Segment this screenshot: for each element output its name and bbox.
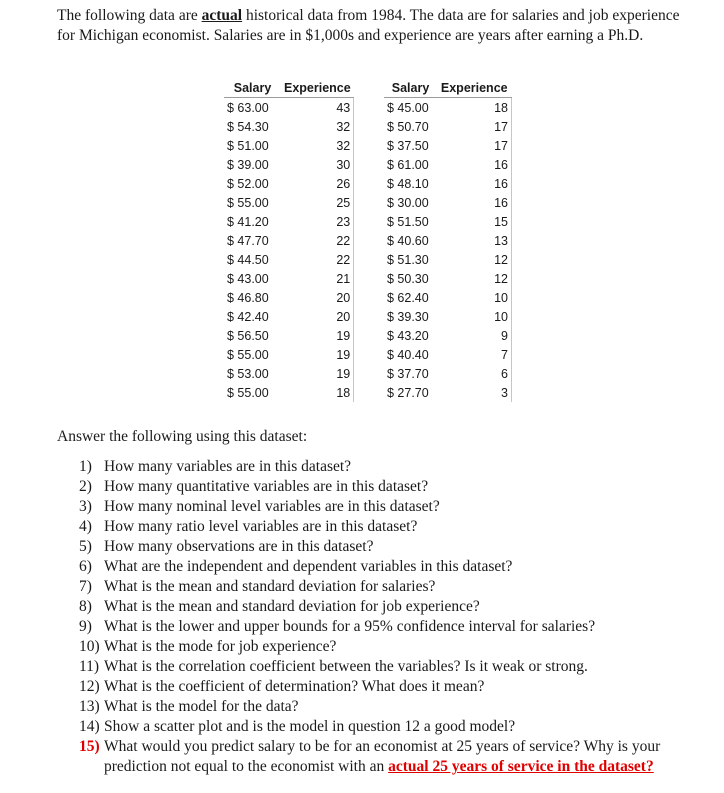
salary-cell: $ 50.30: [387, 271, 429, 286]
experience-cell: 19: [281, 345, 354, 364]
question-number: 14): [79, 718, 100, 735]
table-row: [224, 193, 354, 212]
experience-cell: 25: [281, 193, 354, 212]
table-row: [224, 136, 354, 155]
table-row: [224, 307, 354, 326]
table-row: [384, 288, 512, 307]
salary-cell: $ 44.50: [227, 252, 269, 267]
question-item: [79, 517, 699, 537]
question-number: 15): [79, 738, 100, 755]
experience-cell: 20: [281, 288, 354, 307]
experience-cell: 16: [437, 155, 512, 174]
salary-cell: $ 39.00: [227, 157, 269, 172]
experience-cell: 3: [437, 383, 512, 402]
question-item: [79, 497, 699, 517]
salary-cell: $ 62.40: [387, 290, 429, 305]
table-row: [384, 98, 512, 118]
question-number: 2): [79, 478, 92, 495]
question-text: What is the mode for job experience?: [104, 638, 337, 655]
experience-cell: 21: [281, 269, 354, 288]
table-row: [384, 307, 512, 326]
question-emphasis: actual 25 years of service in the dataset?: [388, 758, 654, 775]
table-row: [224, 250, 354, 269]
question-item: [79, 477, 699, 497]
question-text: What is the coefficient of determination? What does it mean?: [104, 678, 485, 695]
table-row: [224, 364, 354, 383]
experience-cell: 15: [437, 212, 512, 231]
table-row: [224, 288, 354, 307]
experience-cell: 32: [281, 136, 354, 155]
experience-header: Experience: [281, 78, 354, 98]
experience-cell: 7: [437, 345, 512, 364]
table-row: [224, 269, 354, 288]
experience-header: Experience: [437, 78, 512, 98]
data-table-right: [384, 78, 512, 402]
salary-cell: $ 55.00: [227, 385, 269, 400]
table-row: [224, 231, 354, 250]
salary-cell: $ 39.30: [387, 309, 429, 324]
question-text: What is the lower and upper bounds for a 95% confidence interval for salaries?: [104, 618, 596, 635]
salary-cell: $ 55.00: [227, 195, 269, 210]
intro-text-end: historical data from 1984. The data are for salaries and job experience for Michigan economist. Salaries are in $1,000s and experience are years after earning a Ph.D.: [57, 7, 680, 44]
experience-cell: 32: [281, 117, 354, 136]
question-number: 4): [79, 518, 92, 535]
question-text: How many observations are in this dataset?: [104, 538, 374, 555]
intro-paragraph: [57, 6, 697, 46]
question-item: [79, 617, 699, 637]
salary-cell: $ 42.40: [227, 309, 269, 324]
table-row: [384, 364, 512, 383]
table-row: [384, 269, 512, 288]
question-number: 5): [79, 538, 92, 555]
question-number: 10): [79, 638, 100, 655]
table-row: [224, 212, 354, 231]
salary-cell: $ 40.60: [387, 233, 429, 248]
salary-cell: $ 55.00: [227, 347, 269, 362]
table-row: [384, 136, 512, 155]
salary-cell: $ 63.00: [227, 100, 269, 115]
question-text: What is the correlation coefficient between the variables? Is it weak or strong.: [104, 658, 588, 675]
experience-cell: 19: [281, 364, 354, 383]
salary-cell: $ 47.70: [227, 233, 269, 248]
question-number: 12): [79, 678, 100, 695]
experience-cell: 10: [437, 307, 512, 326]
answer-heading: Answer the following using this dataset:: [57, 428, 308, 445]
experience-cell: 9: [437, 326, 512, 345]
question-item: [79, 717, 699, 737]
salary-header: Salary: [224, 78, 281, 98]
salary-cell: $ 48.10: [387, 176, 429, 191]
table-row: [384, 193, 512, 212]
experience-cell: 22: [281, 231, 354, 250]
salary-cell: $ 54.30: [227, 119, 269, 134]
table-row: [384, 326, 512, 345]
experience-cell: 12: [437, 250, 512, 269]
question-item: [79, 457, 699, 477]
salary-cell: $ 37.70: [387, 366, 429, 381]
question-number: 1): [79, 458, 92, 475]
intro-emphasis: actual: [201, 7, 243, 24]
salary-cell: $ 51.50: [387, 214, 429, 229]
experience-cell: 43: [281, 98, 354, 118]
question-number: 3): [79, 498, 92, 515]
salary-cell: $ 45.00: [387, 100, 429, 115]
table-row: [384, 174, 512, 193]
question-item: [79, 537, 699, 557]
table-row: [384, 383, 512, 402]
table-row: [224, 383, 354, 402]
salary-cell: $ 46.80: [227, 290, 269, 305]
salary-header: Salary: [384, 78, 437, 98]
data-table-left: [224, 78, 354, 402]
question-text: Show a scatter plot and is the model in question 12 a good model?: [104, 718, 516, 735]
question-number: 13): [79, 698, 100, 715]
salary-cell: $ 51.00: [227, 138, 269, 153]
salary-cell: $ 27.70: [387, 385, 429, 400]
experience-cell: 10: [437, 288, 512, 307]
salary-cell: $ 56.50: [227, 328, 269, 343]
question-number: 8): [79, 598, 92, 615]
salary-cell: $ 43.00: [227, 271, 269, 286]
question-text: How many ratio level variables are in this dataset?: [104, 518, 418, 535]
question-item: [79, 677, 699, 697]
question-number: 11): [79, 658, 100, 675]
salary-cell: $ 52.00: [227, 176, 269, 191]
question-list: [79, 457, 699, 777]
table-row: [384, 231, 512, 250]
table-row: [224, 98, 354, 118]
question-text: What is the model for the data?: [104, 698, 299, 715]
question-item: [79, 597, 699, 617]
experience-cell: 18: [281, 383, 354, 402]
experience-cell: 12: [437, 269, 512, 288]
table-row: [224, 174, 354, 193]
question-text: How many quantitative variables are in this dataset?: [104, 478, 429, 495]
salary-cell: $ 50.70: [387, 119, 429, 134]
salary-cell: $ 37.50: [387, 138, 429, 153]
salary-cell: $ 61.00: [387, 157, 429, 172]
question-text: How many variables are in this dataset?: [104, 458, 352, 475]
table-row: [224, 155, 354, 174]
salary-cell: $ 53.00: [227, 366, 269, 381]
experience-cell: 20: [281, 307, 354, 326]
experience-cell: 26: [281, 174, 354, 193]
question-text: What are the independent and dependent variables in this dataset?: [104, 558, 513, 575]
question-text: What is the mean and standard deviation for salaries?: [104, 578, 436, 595]
question-item: [79, 557, 699, 577]
question-text: What would you predict salary to be for an economist at 25 years of service? Why is your prediction not equal to the economist with an: [104, 738, 661, 775]
salary-cell: $ 43.20: [387, 328, 429, 343]
table-row: [384, 155, 512, 174]
salary-cell: $ 51.30: [387, 252, 429, 267]
experience-cell: 6: [437, 364, 512, 383]
question-item: [79, 657, 699, 677]
experience-cell: 16: [437, 174, 512, 193]
intro-text-start: The following data are: [57, 7, 202, 24]
question-item: [79, 637, 699, 657]
question-number: 7): [79, 578, 92, 595]
table-row: [384, 345, 512, 364]
experience-cell: 23: [281, 212, 354, 231]
experience-cell: 17: [437, 117, 512, 136]
question-text: What is the mean and standard deviation for job experience?: [104, 598, 480, 615]
table-row: [384, 117, 512, 136]
question-text: How many nominal level variables are in this dataset?: [104, 498, 440, 515]
question-number: 6): [79, 558, 92, 575]
question-item: [79, 697, 699, 717]
question-item: [79, 737, 699, 777]
table-row: [224, 326, 354, 345]
table-row: [384, 250, 512, 269]
salary-cell: $ 40.40: [387, 347, 429, 362]
table-row: [384, 212, 512, 231]
experience-cell: 16: [437, 193, 512, 212]
table-row: [224, 345, 354, 364]
table-row: [224, 117, 354, 136]
salary-cell: $ 41.20: [227, 214, 269, 229]
experience-cell: 13: [437, 231, 512, 250]
question-item: [79, 577, 699, 597]
experience-cell: 19: [281, 326, 354, 345]
question-number: 9): [79, 618, 92, 635]
salary-cell: $ 30.00: [387, 195, 429, 210]
experience-cell: 18: [437, 98, 512, 118]
experience-cell: 22: [281, 250, 354, 269]
experience-cell: 17: [437, 136, 512, 155]
experience-cell: 30: [281, 155, 354, 174]
